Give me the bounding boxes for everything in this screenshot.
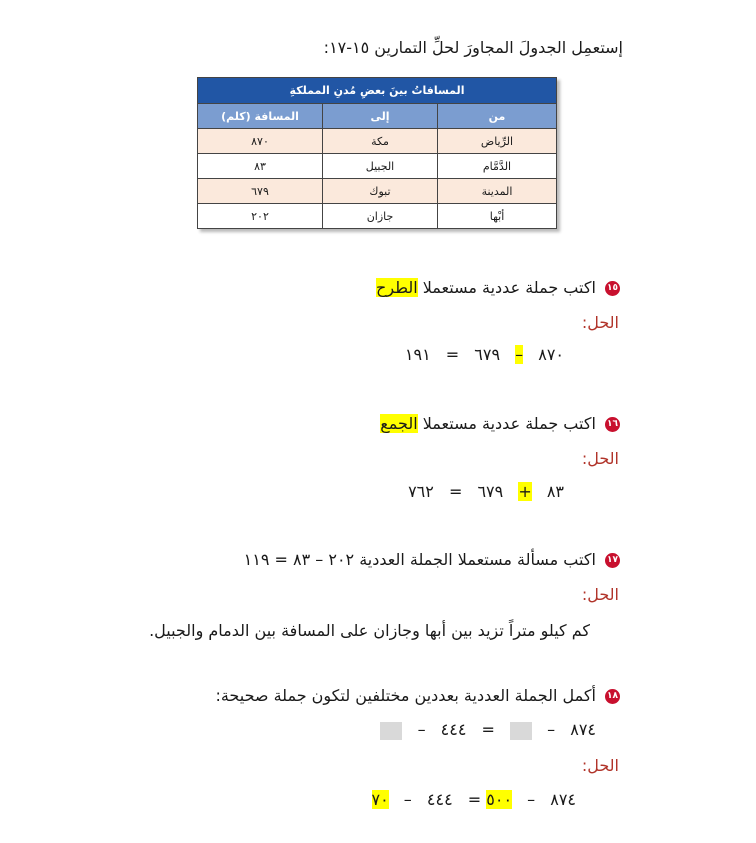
eq-term: ٨٧٠ (538, 345, 564, 364)
header-distance: المسافة (كلم) (198, 104, 323, 129)
eq-operator: – (403, 790, 412, 809)
eq-term: ٤٤٤ (426, 790, 453, 809)
blank-box (510, 722, 532, 740)
table-cell: جازان (323, 204, 438, 229)
table-cell: المدينة (438, 179, 557, 204)
distances-table (197, 77, 557, 229)
eq-equals: = (448, 482, 463, 501)
blank-box (380, 722, 402, 740)
table-row (198, 129, 557, 154)
table-cell: الدَّمَّام (438, 154, 557, 179)
table-row (198, 204, 557, 229)
equation-15 (405, 345, 564, 364)
answer-17: كم كيلو متراً تزيد بين أبها وجازان على المسافة بين الدمام والجبيل. (149, 621, 590, 640)
eq-operator: – (515, 345, 524, 364)
table-cell: ٢٠٢ (198, 204, 323, 229)
table-cell: مكة (323, 129, 438, 154)
table-title: المسافاتُ بينَ بعضِ مُدنِ المملكةِ (198, 78, 557, 104)
table-cell: أبْها (438, 204, 557, 229)
eq-result: ١٩١ (404, 345, 431, 364)
eq-term: ٨٧٤ (550, 790, 576, 809)
table-cell: ٨٧٠ (198, 129, 323, 154)
eq-operator: – (547, 720, 556, 739)
eq-term: ٦٧٩ (474, 345, 501, 364)
eq-operator: – (417, 720, 426, 739)
equation-18 (380, 720, 596, 740)
eq-term: ٨٣ (546, 482, 564, 501)
eq-operator: + (518, 482, 532, 501)
eq-operator: – (527, 790, 536, 809)
eq-term: ٦٧٩ (477, 482, 504, 501)
solution-label: الحل: (581, 449, 619, 468)
highlight-word: الطرح (376, 278, 418, 297)
question-number-badge: ١٨ (605, 689, 620, 704)
answer-value: ٥٠٠ (486, 790, 513, 809)
instructions: إستعمِل الجدولَ المجاورَ لحلِّ التمارين ١٥-١٧: (323, 38, 623, 57)
table-cell: ٦٧٩ (198, 179, 323, 204)
answer-value: ٧٠ (371, 790, 389, 809)
question-18 (215, 686, 620, 705)
question-15 (376, 278, 620, 297)
eq-equals: = (445, 345, 460, 364)
eq-equals: = (481, 720, 495, 739)
question-text: أكمل الجملة العددية بعددين مختلفين لتكون جملة صحيحة: (215, 686, 596, 705)
question-number-badge: ١٧ (605, 553, 620, 568)
eq-equals: = (467, 790, 482, 809)
table-cell: تبوك (323, 179, 438, 204)
header-from: من (438, 104, 557, 129)
header-to: إلى (323, 104, 438, 129)
question-16 (380, 414, 620, 433)
question-17 (244, 550, 620, 569)
question-number-badge: ١٥ (605, 281, 620, 296)
question-number-badge: ١٦ (605, 417, 620, 432)
solution-label: الحل: (581, 313, 619, 332)
table-cell: الجبيل (323, 154, 438, 179)
table-row (198, 154, 557, 179)
eq-result: ٧٦٢ (408, 482, 434, 501)
eq-term: ٨٧٤ (570, 720, 596, 739)
question-text: اكتب جملة عددية مستعملا (422, 414, 596, 433)
answer-equation-18 (372, 790, 577, 809)
table-cell: الرِّياض (438, 129, 557, 154)
equation-16 (408, 482, 564, 501)
question-text: اكتب مسألة مستعملا الجملة العددية ٢٠٢ – ٨٣ = ١١٩ (243, 550, 596, 569)
question-text: اكتب جملة عددية مستعملا (422, 278, 596, 297)
table-cell: ٨٣ (198, 154, 323, 179)
table-row (198, 179, 557, 204)
eq-term: ٤٤٤ (440, 720, 467, 739)
solution-label: الحل: (581, 585, 619, 604)
solution-label: الحل: (581, 756, 619, 775)
highlight-word: الجمع (380, 414, 418, 433)
